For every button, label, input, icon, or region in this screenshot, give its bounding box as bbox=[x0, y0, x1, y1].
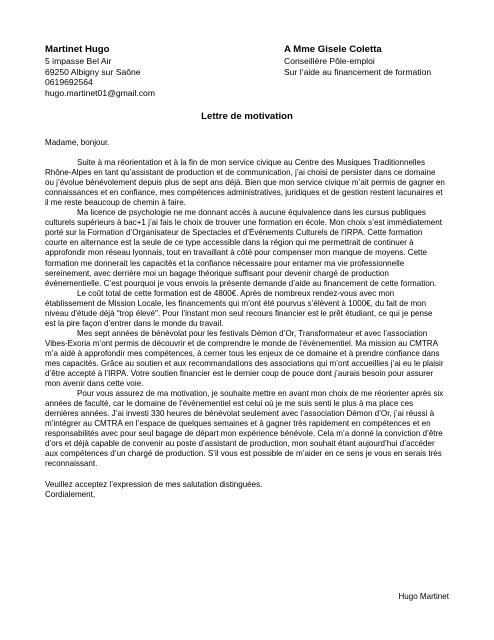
recipient-name: A Mme Gisele Coletta bbox=[284, 44, 382, 55]
sender-name: Martinet Hugo bbox=[45, 44, 110, 55]
letter-paragraph: Mes sept années de bénévolat pour les festivals Démon d’Or, Transformateur et avec l’association Vibes-Exoria m’ont permis de découvrir et de comprendre le monde de l’évènementiel. Ma mission au CMTRA m’a aidé à approfondir mes compétences, à cerner tous les enjeux de ce domaine et à prendre confiance dans mes capacités. Grâce au soutien et aux recommandations des associations qui m’ont accueillies j’ai eu le plaisir d’être accepté à l’IRPA. Votre soutien financier est le dernier coup de pouce dont j’aurais besoin pour assurer mon avenir dans cette voie. bbox=[45, 328, 444, 389]
letter-regards: Cordialement, bbox=[45, 489, 96, 499]
sender-address-line2: 69250 Albigny sur Saône bbox=[45, 66, 141, 77]
letter-title: Lettre de motivation bbox=[201, 111, 293, 122]
sender-block bbox=[45, 44, 245, 98]
letter-signature: Hugo Martinet bbox=[398, 592, 449, 601]
letter-paragraph: Suite à ma réorientation et à la fin de mon service civique au Centre des Musiques Traditionnelles Rhône-Alpes en tant qu’assistant de production et de communication, j’ai choisi de persister dans ce domaine ou j’évolue bénévolement depuis plus de sept ans déjà. Bien que mon service civique m’ait permis de gagner en connaissances et en confiance, mes compétences administratives, juridiques et de gestion restent lacunaires et il me reste beaucoup de chemin à faire. bbox=[45, 158, 445, 208]
letter-paragraph: Ma licence de psychologie ne me donnant accès à aucune équivalence dans les cursus publiques culturels supérieurs à bac+1 j’ai fais le choix de trouver une formation en école. Mon choix s’est immédiatement porté sur la Formation d’Organisateur de Spectacles et d’Événements Culturels de l’IRPA. Cette formation courte en alternance est la seule de ce type accessible dans la région qui me permettrait de continuer à approfondir mon réseau lyonnais, tout en travaillant à côté pour compenser mon manque de moyens. Cette formation me donnerait les capacités et la confiance nécessaire pour entamer ma vie professionnelle sereinement, avec derrière moi un bagage théorique suffisant pour devenir chargé de production évènementielle. C’est pourquoi je vous envois la présente demande d’aide au financement de cette formation. bbox=[45, 208, 442, 288]
recipient-subject: Sur l’aide au financement de formation bbox=[284, 66, 432, 77]
recipient-role: Conseillère Pôle-emploi bbox=[284, 56, 375, 66]
sender-address-line1: 5 impasse Bel Air bbox=[45, 56, 112, 66]
recipient-block bbox=[284, 44, 489, 77]
letter-paragraph: Le coût total de cette formation est de 4800€. Après de nombreux rendez-vous avec mon établissement de Mission Locale, les financements qui m’ont été pourvus s’élèvent à 1000€, du fait de mon niveau d'étude déjà "trop élevé". Pour l’instant mon seul recours financier est le prêt étudiant, ce qui je pense est la pire façon d’entrer dans le monde du travail. bbox=[45, 288, 433, 328]
letter-closing: Veuillez acceptez l’expression de mes salutation distinguées. bbox=[45, 479, 263, 489]
letter-paragraph: Pour vous assurez de ma motivation, je souhaite mettre en avant mon choix de me réorienter après six années de faculté, car le domaine de l’évènementiel est celui où je me suis senti le plus à ma place ces dernières années. J’ai investi 330 heures de bénévolat seulement avec l’association Démon d’Or, j’ai réussi à m’intégrer au CMTRA en l’espace de quelques semaines et à gagner très rapidement en compétences et en responsabilités avec pour seul bagage de départ mon expérience bénévole. Cela m’a donné la conviction d’être d’ors et déjà capable de convenir au poste d’assistant de production, mon souhait étant aujourd’hui d’accéder aux compétences d’un chargé de production. S’il vous est possible de m’aider en ce sens je vous en serais très reconnaissant. bbox=[45, 389, 444, 469]
letter-body bbox=[45, 138, 445, 500]
sender-phone: 0619692564 bbox=[45, 77, 93, 88]
sender-email: hugo.martinet01@gmail.com bbox=[45, 87, 155, 98]
letter-greeting: Madame, bonjour. bbox=[45, 138, 110, 147]
